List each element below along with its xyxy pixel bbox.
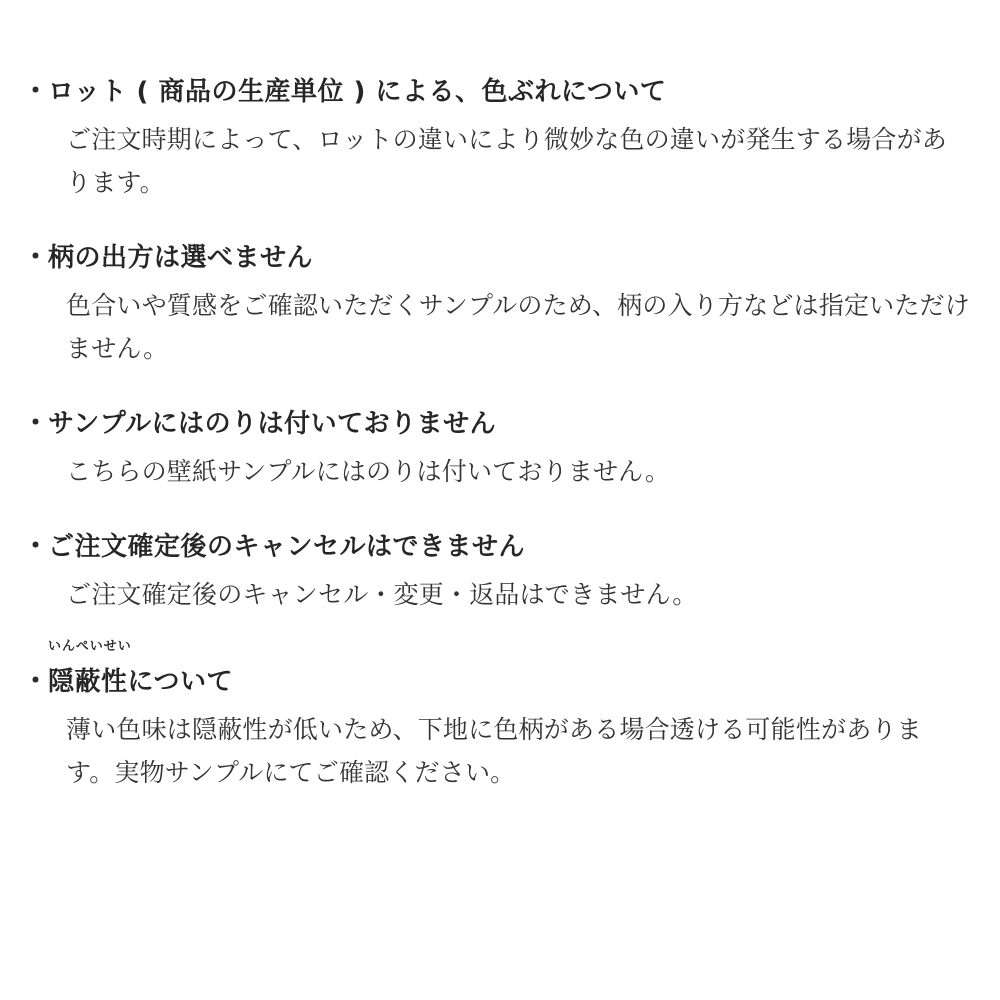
bullet-marker: ・ (22, 76, 49, 107)
bullet-marker: ・ (22, 666, 49, 697)
section-body: 薄い色味は隠蔽性が低いため、下地に色柄がある場合透ける可能性があります。実物サンプルにてご確認ください。 (66, 715, 922, 787)
bullet-marker: ・ (22, 531, 49, 562)
section-heading: ロット ( 商品の生産単位 ) による、色ぶれについて (48, 77, 667, 107)
section-heading: 隠蔽性について (48, 667, 233, 697)
section-body: こちらの壁紙サンプルにはのりは付いておりません。 (66, 457, 671, 486)
section-opacity (22, 639, 970, 794)
section-body: ご注文時期によって、ロットの違いにより微妙な色の違いが発生する場合があります。 (66, 125, 948, 197)
section-body: ご注文確定後のキャンセル・変更・返品はできません。 (66, 580, 698, 609)
section-no-cancellation (22, 527, 970, 616)
ruby-annotation: いんぺいせい (48, 639, 132, 654)
section-heading: 柄の出方は選べません (48, 243, 314, 273)
bullet-marker: ・ (22, 242, 49, 273)
section-heading: ご注文確定後のキャンセルはできません (48, 532, 526, 562)
section-pattern-placement (22, 238, 970, 370)
section-color-variation (22, 72, 970, 204)
bullet-marker: ・ (22, 408, 49, 439)
heading-row (22, 639, 970, 702)
heading-row (22, 238, 970, 278)
section-body: 色合いや質感をご確認いただくサンプルのため、柄の入り方などは指定いただけません。 (66, 291, 970, 363)
heading-row (22, 404, 970, 444)
heading-row (22, 72, 970, 112)
heading-row (22, 527, 970, 567)
section-heading: サンプルにはのりは付いておりません (48, 409, 497, 439)
section-no-glue (22, 404, 970, 493)
